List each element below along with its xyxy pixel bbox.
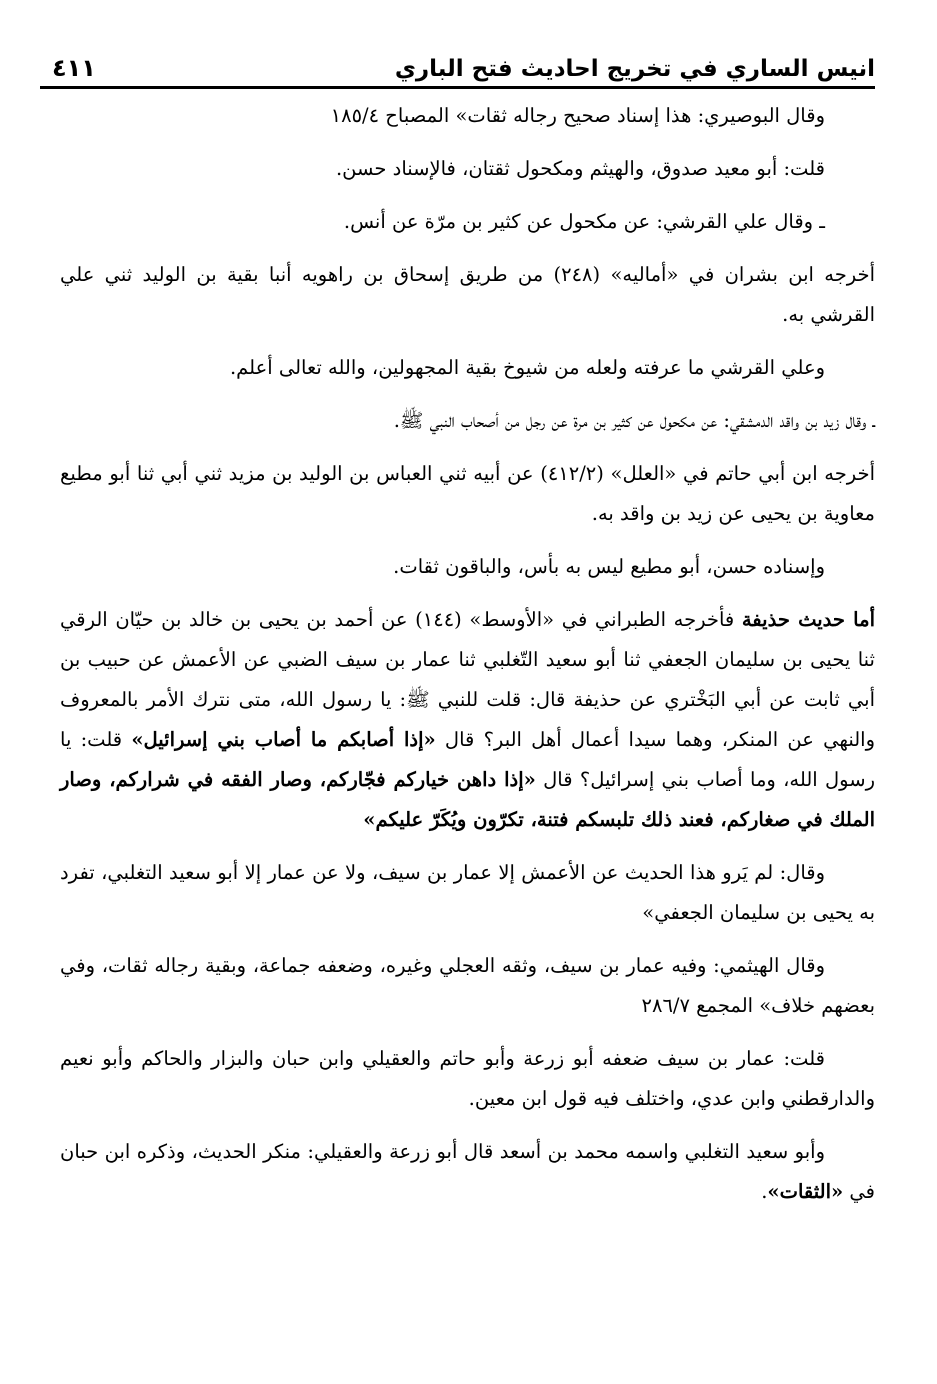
paragraph-hudhaifa: أما حديث حذيفة فأخرجه الطبراني في «الأوسط» (١٤٤) عن أحمد بن يحيى بن خالد بن حيّان الرقي ثنا يحيى بن سليمان الجعفي ثنا أبو سعيد التّغلبي ثنا عمار بن سيف الضبي عن الأعمش عن حبيب بن أبي ثابت عن أبي البَخْتري عن حذيفة قال: قلت للنبي ﷺ: يا رسول الله، متى نترك الأمر بالمعروف والنهي عن المنكر، وهما سيدا أعمال أهل البر؟ قال «إذا أصابكم ما أصاب بني إسرائيل» قلت: يا رسول الله، وما أصاب بني إسرائيل؟ قال «إذا داهن خياركم فجّاركم، وصار الفقه في شراركم، وصار الملك في صغاركم، فعند ذلك تلبسكم فتنة، تكرّون ويُكَرّ عليكم» bbox=[60, 608, 875, 831]
section-heading-hudhaifa: أما حديث حذيفة bbox=[741, 608, 875, 631]
paragraph-busiri: وقال البوصيري: هذا إسناد صحيح رجاله ثقات» المصباح ١٨٥/٤ bbox=[330, 104, 825, 127]
book-title: انيس الساري في تخريج احاديث فتح الباري bbox=[394, 56, 875, 82]
paragraph-haythami: وقال الهيثمي: وفيه عمار بن سيف، وثقه العجلي وغيره، وضعفه جماعة، وبقية رجاله ثقات، وفي بعضهم خلاف» المجمع ٢٨٦/٧ bbox=[60, 954, 875, 1017]
paragraph-qultu-1: قلت: أبو معيد صدوق، والهيثم ومكحول ثقتان، فالإسناد حسن. bbox=[335, 157, 825, 180]
paragraph-ibn-abi-hatim: أخرجه ابن أبي حاتم في «العلل» (٤١٢/٢) عن أبيه ثني العباس بن الوليد بن مزيد ثني أبي ثنا أبو مطيع معاوية بن يحيى عن زيد بن واقد به. bbox=[60, 462, 875, 525]
paragraph-qurashi: ـ وقال علي القرشي: عن مكحول عن كثير بن مرّة عن أنس. bbox=[343, 210, 825, 233]
hadith-quote-1: «إذا أصابكم ما أصاب بني إسرائيل» bbox=[131, 728, 436, 751]
paragraph-ammar-ibn-saif: قلت: عمار بن سيف ضعفه أبو زرعة وأبو حاتم والعقيلي وابن حبان والبزار والحاكم وأبو نعيم والدارقطني وابن عدي، واختلف فيه قول ابن معين. bbox=[60, 1047, 875, 1110]
book-ref-thiqat: «الثقات» bbox=[767, 1180, 844, 1203]
paragraph-abu-said: وأبو سعيد التغلبي واسمه محمد بن أسعد قال أبو زرعة والعقيلي: منكر الحديث، وذكره ابن حبان في «الثقات». bbox=[60, 1140, 875, 1203]
paragraph-ali-qurashi: وعلي القرشي ما عرفته ولعله من شيوخ بقية المجهولين، والله تعالى أعلم. bbox=[229, 356, 825, 379]
paragraph-ibn-bishran: أخرجه ابن بشران في «أماليه» (٢٤٨) من طريق إسحاق بن راهويه أنبا بقية بن الوليد ثني علي القرشي به. bbox=[60, 263, 875, 326]
paragraph-isnad-hasan: وإسناده حسن، أبو مطيع ليس به بأس، والباقون ثقات. bbox=[393, 555, 825, 578]
paragraph-zaid-ibn-waqid: ـ وقال زيد بن واقد الدمشقي: عن مكحول عن كثير بن مرة عن رجل من أصحاب النبي ﷺ. bbox=[393, 409, 875, 432]
page-number: ٤١١ bbox=[52, 54, 96, 82]
page-body bbox=[60, 96, 875, 1225]
paragraph-tabarani-comment: وقال: لم يَرو هذا الحديث عن الأعمش إلا عمار بن سيف، ولا عن عمار إلا أبو سعيد التغلبي، تفرد به يحيى بن سليمان الجعفي» bbox=[60, 861, 875, 924]
running-header bbox=[40, 42, 875, 89]
hadith-quote-2: «إذا داهن خياركم فجّاركم، وصار الفقه في شراركم، وصار الملك في صغاركم، فعند ذلك تلبسكم فتنة، تكرّون ويُكَرّ عليكم» bbox=[60, 768, 875, 831]
